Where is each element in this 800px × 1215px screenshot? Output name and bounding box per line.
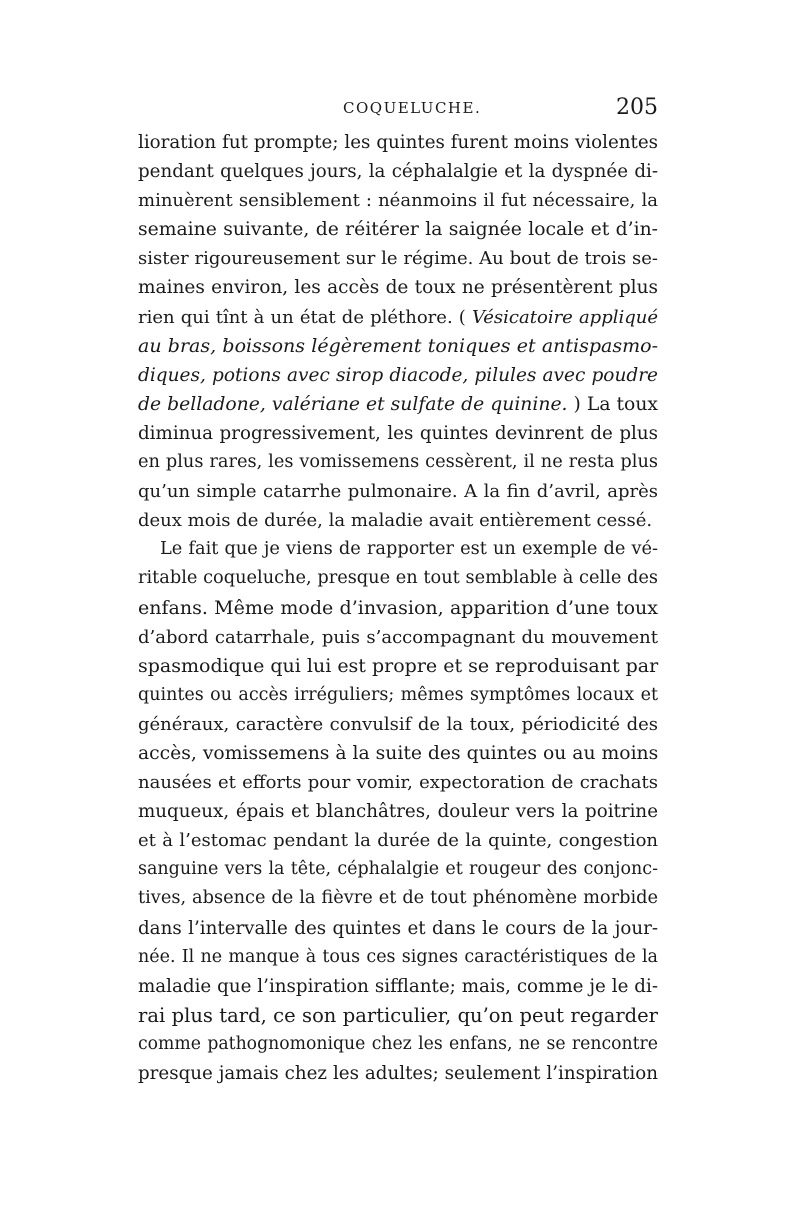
text-line: en plus rares, les vomissemens cessèrent, il ne resta plus: [138, 452, 658, 473]
text-line: diminua progressivement, les quintes devinrent de plus: [138, 422, 658, 444]
text-line: sister rigoureusement sur le régime. Au bout de trois se-: [138, 248, 658, 270]
text-line: maines environ, les accès de toux ne présentèrent plus: [138, 277, 658, 299]
text-line: comme pathognomonique chez les enfans, ne se rencontre: [138, 1033, 658, 1054]
page-header: [138, 95, 658, 123]
text-line: tives, absence de la fièvre et de tout phénomène morbide: [138, 888, 658, 909]
text-line: pendant quelques jours, la céphalalgie et la dyspnée di-: [138, 161, 658, 183]
text-line: deux mois de durée, la maladie avait entièrement cessé.: [138, 510, 653, 532]
text-line: enfans. Même mode d’invasion, apparition d’une toux: [138, 596, 658, 619]
text-line: née. Il ne manque à tous ces signes caractéristiques de la: [138, 946, 658, 967]
text-line: [138, 390, 658, 419]
text-line: qu’un simple catarrhe pulmonaire. A la fin d’avril, après: [138, 481, 658, 503]
text-line: ritable coqueluche, presque en tout semblable à celle des: [138, 568, 658, 589]
running-head: COQUELUCHE.: [343, 99, 482, 117]
text-line: Le fait que je viens de rapporter est un exemple de vé-: [160, 539, 658, 560]
text-line: et à l’estomac pendant la durée de la quinte, congestion: [138, 830, 658, 852]
text-line: rai plus tard, ce son particulier, qu’on peut regarder: [138, 1003, 658, 1027]
text-line: d’abord catarrhale, puis s’accompagnant du mouvement: [138, 626, 658, 648]
text-line: lioration fut prompte; les quintes furent moins violentes: [138, 132, 658, 153]
text-line: presque jamais chez les adultes; seulement l’inspiration: [138, 1063, 658, 1084]
body-text: [138, 128, 658, 1088]
text-line: maladie que l’inspiration sifflante; mais, comme je le di-: [138, 975, 658, 997]
text-line: généraux, caractère convulsif de la toux, périodicité des: [138, 713, 658, 735]
text-line: quintes ou accès irréguliers; mêmes symptômes locaux et: [138, 684, 658, 705]
text-line: accès, vomissemens à la suite des quintes ou au moins: [138, 742, 659, 764]
text-line: [138, 303, 658, 332]
italic-segment: de belladone, valériane et sulfate de quinine.: [138, 393, 568, 415]
text-line: spasmodique qui lui est propre et se reproduisant par: [138, 654, 659, 677]
text-line: sanguine vers la tête, céphalalgie et rougeur des conjonc-: [138, 859, 658, 880]
page-number: 205: [616, 95, 658, 120]
text-segment: ) La toux: [567, 393, 658, 415]
text-line: dans l’intervalle des quintes et dans le cours de la jour-: [138, 917, 658, 939]
text-line: semaine suivante, de réitérer la saignée locale et d’in-: [138, 219, 658, 241]
text-line: nausées et efforts pour vomir, expectoration de crachats: [138, 772, 658, 794]
italic-segment: Vésicatoire appliqué: [471, 306, 659, 328]
text-line: muqueux, épais et blanchâtres, douleur vers la poitrine: [138, 801, 658, 823]
text-segment: rien qui tînt à un état de pléthore. (: [138, 306, 472, 328]
text-line: diques, potions avec sirop diacode, pilules avec poudre: [138, 364, 658, 386]
text-line: au bras, boissons légèrement toniques et antispasmo-: [138, 334, 658, 357]
text-line: minuèrent sensiblement : néanmoins il fut nécessaire, la: [138, 190, 658, 212]
